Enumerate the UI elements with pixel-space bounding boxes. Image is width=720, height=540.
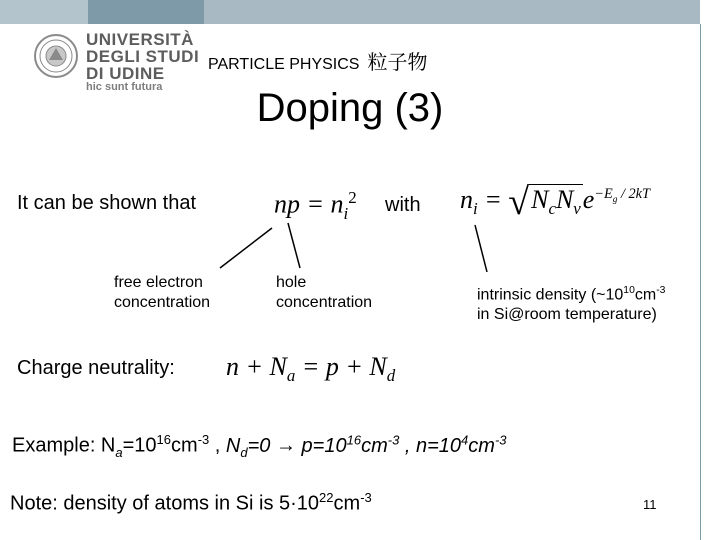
example-prefix: Example: N [12, 434, 116, 457]
with-text: with [385, 194, 421, 216]
example-text: Example: $N_a=10^{16}cm^{-3}$ , $N_d=0 \to p=10^{16}cm^{-3}$ , $n=10^4cm^{-3}$ [12, 432, 507, 460]
right-border-line [700, 24, 701, 540]
pointer-line-intrinsic [475, 225, 487, 272]
label-line: concentration [114, 294, 211, 311]
label-line: concentration [276, 294, 373, 311]
university-logo-text [86, 31, 199, 82]
top-bar-segment [0, 0, 88, 24]
label-line: free electron [114, 274, 203, 291]
charge-neutrality-label: Charge neutrality: [17, 357, 175, 379]
logo-line: DI UDINE [86, 64, 165, 83]
slide-title: Doping (3) [256, 86, 444, 130]
equation-charge-neutrality: $n + N_a = p + N_d$ [226, 352, 396, 386]
top-bar-segment [88, 0, 204, 24]
pointer-line-hole [288, 223, 300, 268]
intro-text: It can be shown that [17, 192, 197, 214]
course-name-cjk: 粒子物 [367, 52, 428, 74]
course-name: PARTICLE PHYSICS [208, 56, 360, 73]
equation-np-ni2: np = $n_i^2$ [274, 188, 357, 223]
label-free-electron [114, 273, 210, 313]
note-text: Note: density of atoms in Si is $5\cdot 10^{22}cm^{-3}$ [10, 490, 372, 515]
label-line: hole [276, 274, 307, 291]
course-header [208, 46, 427, 75]
label-line: intrinsic density ($\sim 10^{10}cm^{-3}$ [477, 285, 666, 304]
logo-motto: hic sunt futura [86, 81, 163, 93]
pointer-line-free-electron [220, 228, 272, 268]
page-number: 11 [643, 497, 657, 512]
top-bar-segment [204, 0, 700, 24]
equation-intrinsic-density: $n_i = √N_cN_ve^{-E_g / 2kT}$ [460, 181, 650, 223]
logo-line: UNIVERSITÀ [86, 30, 194, 49]
label-line: in Si@room temperature) [477, 306, 657, 324]
label-intrinsic-density [477, 281, 665, 325]
university-seal-icon [34, 34, 78, 78]
label-hole [276, 273, 372, 313]
logo-line: DEGLI STUDI [86, 47, 200, 66]
